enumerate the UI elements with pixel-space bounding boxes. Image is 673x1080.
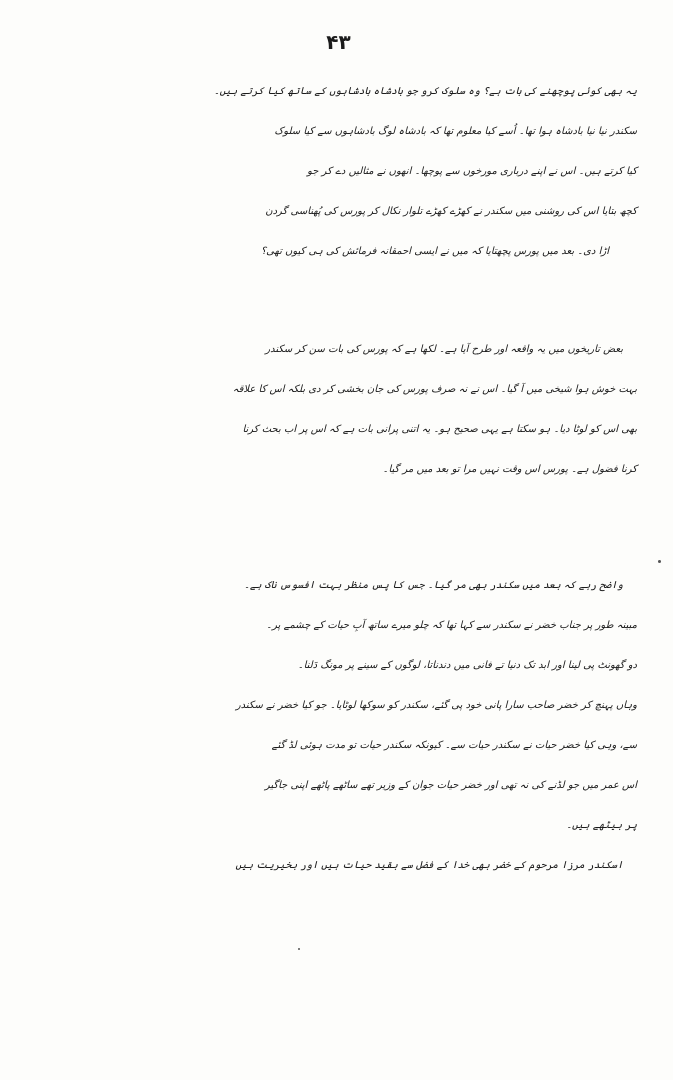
text-line: مبینہ طور پر جناب خضر نے سکندر سے کہا تھا کہ چلو میرے ساتھ آبِ حیات کے چشمے پر۔ [266,620,637,631]
paragraph-3 [40,566,637,886]
page-number: ۴۳ [326,30,351,54]
text-line: وہاں پہنچ کر خضر صاحب سارا پانی خود پی گئے، سکندر کو سوکھا لوٹایا۔ جو کیا خضر نے سکندر [235,700,637,711]
paper-speck [658,560,661,563]
text-line: پر بیٹھے ہیں۔ [566,820,637,831]
text-line: کچھ بتایا اس کی روشنی میں سکندر نے کھڑے کھڑے تلوار نکال کر پورس کی پُھناسی گردن [265,206,637,217]
text-line: کیا کرتے ہیں۔ اس نے اپنے درباری مورخوں سے پوچھا۔ انھوں نے مثالیں دے کر جو [307,166,637,177]
text-line: اڑا دی۔ بعد میں پورس پچھتایا کہ میں نے ایسی احمقانہ فرمائش کی ہی کیوں تھی؟ [260,246,609,257]
text-line: اس عمر میں جو لڈنے کی نہ تھی اور خضر حیات جوان کے وزیر تھے ساٹھے پاٹھے اپنی جاگیر [264,780,637,791]
paragraph-2 [40,330,637,490]
text-line: کرنا فضول ہے۔ پورس اس وقت نہیں مرا تو بعد میں مر گیا۔ [382,464,637,475]
text-line: دو گھونٹ پی لینا اور ابد تک دنیا تے فانی میں دندناتا، لوگوں کے سینے پر مونگ دَلنا۔ [297,660,637,671]
text-line: واضح رہے کہ بعد میں سکندر بھی مر گیا۔ جس کا پس منظر بہت افسوس ناک ہے۔ [244,580,623,591]
text-line: سکندر نیا نیا بادشاہ ہوا تھا۔ اُسے کیا معلوم تھا کہ بادشاہ لوگ بادشاہوں سے کیا سلوک [274,126,637,137]
text-line: بھی اس کو لوٹا دیا۔ ہو سکتا ہے یہی صحیح ہو۔ یہ اتنی پرانی بات ہے کہ اس پر اب بحث کرنا [242,424,637,435]
text-line: یہ بھی کوئی پوچھنے کی بات ہے؟ وہ سلوک کرو جو بادشاہ بادشاہوں کے ساتھ کیا کرتے ہیں۔ [213,86,637,97]
paragraph-1 [40,72,637,272]
text-line: اسکندر مرزا مرحوم کے خضر بھی خدا کے فضل سے بقید حیات ہیں اور بخیریت ہیں [235,860,623,871]
text-line: سے، وہی کیا خضر حیات نے سکندر حیات سے۔ کیونکہ سکندر حیات تو مدت ہوئی لڈ گئے [271,740,637,751]
paper-speck [298,948,300,950]
text-line: بہت خوش ہوا شیخی میں آ گیا۔ اس نے نہ صرف پورس کی جان بخشی کر دی بلکہ اس کا علاقہ [232,384,637,395]
text-line: بعض تاریخوں میں یہ واقعہ اور طرح آیا ہے۔ لکھا ہے کہ پورس کی بات سن کر سکندر [265,344,623,355]
